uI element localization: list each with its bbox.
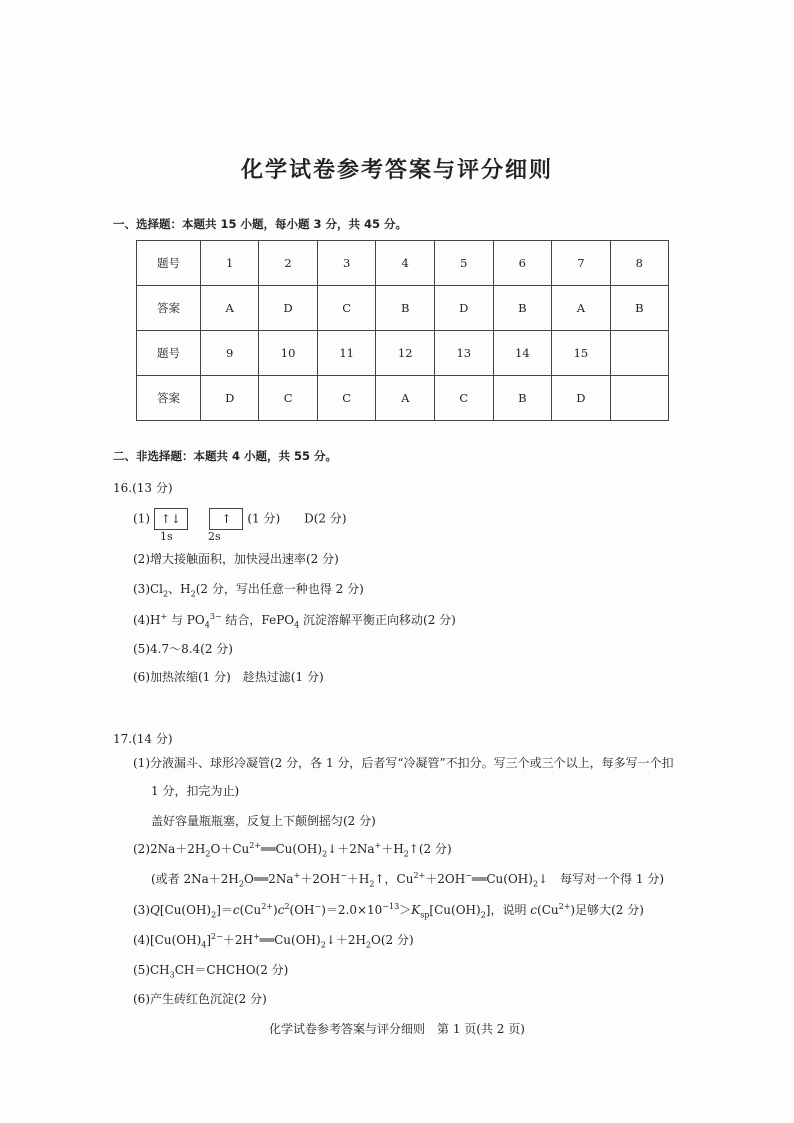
table-cell: C <box>435 376 494 421</box>
table-cell: B <box>610 286 668 331</box>
table-cell: 2 <box>259 241 318 286</box>
table-cell: 5 <box>435 241 494 286</box>
q16-line <box>133 611 456 629</box>
row-header-cell: 答案 <box>137 376 201 421</box>
subscript: 2 <box>322 849 328 859</box>
row-header-cell: 题号 <box>137 331 201 376</box>
text-run: ↓＋2Na <box>327 842 375 856</box>
superscript: 2+ <box>558 902 571 911</box>
text-run: 与 PO <box>167 613 205 627</box>
superscript: − <box>465 871 472 880</box>
subscript: 2 <box>205 849 211 859</box>
table-cell: 13 <box>435 331 494 376</box>
q16-1 <box>133 508 347 530</box>
text-run: ) <box>273 903 278 917</box>
q17-line <box>151 812 376 829</box>
italic-symbol: c <box>530 903 538 917</box>
text-run: ══Cu(OH) <box>471 872 533 886</box>
subscript: 4 <box>201 940 207 950</box>
superscript: −13 <box>382 902 400 911</box>
table-cell: A <box>201 286 259 331</box>
label-1s: 1s <box>160 530 173 543</box>
text-run: ＋H <box>346 872 370 886</box>
text-run: (5)CH <box>133 963 170 977</box>
superscript: 2+ <box>249 841 262 850</box>
text-run: (1)分液漏斗、球形冷凝管(2 分，各 1 分，后者写“冷凝管”不扣分。写三个或三个以上，每多写一个扣 <box>133 756 674 770</box>
answer-table <box>136 240 669 421</box>
table-row <box>137 286 669 331</box>
table-cell: D <box>435 286 494 331</box>
text-run: (6)产生砖红色沉淀(2 分) <box>133 992 267 1006</box>
text-run: (6)加热浓缩(1 分) 趁热过滤(1 分) <box>133 670 324 684</box>
text-run: ══Cu(OH) <box>259 933 321 947</box>
subscript: 4 <box>204 620 210 630</box>
table-row <box>137 376 669 421</box>
text-run: 沉淀溶解平衡正向移动(2 分) <box>299 613 456 627</box>
subscript: 2 <box>190 589 196 599</box>
q16-line <box>133 668 324 685</box>
table-cell: 6 <box>493 241 552 286</box>
table-cell: C <box>259 376 318 421</box>
superscript: 2 <box>284 902 290 911</box>
text-run: (4)[Cu(OH) <box>133 933 202 947</box>
subscript: 2 <box>163 589 169 599</box>
table-cell: B <box>376 286 435 331</box>
table-row <box>137 331 669 376</box>
superscript: − <box>314 902 322 911</box>
table-cell: 9 <box>201 331 259 376</box>
superscript: − <box>340 871 347 880</box>
orbital-box-2s: ↑ <box>209 508 243 530</box>
superscript: 3− <box>209 612 222 621</box>
q17-line <box>133 990 267 1007</box>
text-run: (2)2Na＋2H <box>133 842 206 856</box>
text-run: ＋2OH <box>425 872 466 886</box>
subscript: 2 <box>238 879 244 889</box>
q17-line <box>133 931 414 949</box>
table-cell: D <box>201 376 259 421</box>
superscript: + <box>252 932 260 941</box>
q17-line <box>133 901 644 919</box>
text-run: (5)4.7～8.4(2 分) <box>133 642 233 656</box>
q17-line <box>151 782 239 799</box>
subscript: 2 <box>369 879 375 889</box>
table-cell: 8 <box>610 241 668 286</box>
text-run: (Cu <box>537 903 559 917</box>
table-cell: 15 <box>552 331 611 376</box>
q17-line <box>133 754 674 771</box>
text-run: O(2 分) <box>371 933 414 947</box>
table-cell: 10 <box>259 331 318 376</box>
text-run: ＞ <box>399 903 412 917</box>
text-run: ]，说明 <box>485 903 531 917</box>
subscript: sp <box>420 910 430 920</box>
text-run: ＋2OH <box>300 872 341 886</box>
superscript: 2+ <box>413 871 426 880</box>
q17-line <box>133 961 288 979</box>
label-2s: 2s <box>208 530 221 543</box>
table-cell: 14 <box>493 331 552 376</box>
table-cell: 12 <box>376 331 435 376</box>
text-run: 盖好容量瓶瓶塞，反复上下颠倒摇匀(2 分) <box>151 814 376 828</box>
italic-symbol: c <box>277 903 285 917</box>
text-run: O＋Cu <box>210 842 250 856</box>
table-cell: C <box>317 286 376 331</box>
row-header-cell: 题号 <box>137 241 201 286</box>
superscript: 2+ <box>261 902 274 911</box>
q16-line <box>133 640 233 657</box>
table-cell: 7 <box>552 241 611 286</box>
q17-header: 17.(14 分) <box>113 732 173 746</box>
text-run: O══2Na <box>243 872 294 886</box>
table-cell <box>610 331 668 376</box>
subscript: 2 <box>532 879 539 889</box>
q17-line <box>151 870 664 888</box>
text-run: [Cu(OH) <box>429 903 481 917</box>
table-cell: 4 <box>376 241 435 286</box>
table-cell: A <box>552 286 611 331</box>
subscript: 2 <box>403 849 409 859</box>
text-run: ]＝ <box>216 903 233 917</box>
text-run: )足够大(2 分) <box>570 903 644 917</box>
table-cell: D <box>552 376 611 421</box>
table-cell: 11 <box>317 331 376 376</box>
superscript: + <box>160 612 168 621</box>
text-run: ＋H <box>381 842 404 856</box>
table-cell: C <box>317 376 376 421</box>
q16-1-answer: (1 分) D(2 分) <box>247 511 347 526</box>
text-run: (Cu <box>239 903 262 917</box>
q16-header: 16.(13 分) <box>113 481 173 495</box>
text-run: ↑，Cu <box>374 872 414 886</box>
text-run: )＝2.0×10 <box>321 903 383 917</box>
text-run: ↑(2 分) <box>408 842 452 856</box>
subscript: 3 <box>169 970 175 980</box>
text-run: (4)H <box>133 613 161 627</box>
q17-line <box>133 840 452 858</box>
italic-symbol: Q <box>150 903 160 917</box>
table-cell: 3 <box>317 241 376 286</box>
text-run: (2)增大接触面积，加快浸出速率(2 分) <box>133 552 339 566</box>
subscript: 2 <box>365 940 372 950</box>
text-run: ] <box>206 933 212 947</box>
text-run: ＋2H <box>222 933 253 947</box>
subscript: 2 <box>320 940 326 950</box>
table-cell: 1 <box>201 241 259 286</box>
text-run: (3) <box>133 903 150 917</box>
section-1-heading: 一、选择题：本题共 15 小题，每小题 3 分，共 45 分。 <box>113 217 408 231</box>
subscript: 4 <box>294 620 300 630</box>
text-run: 1 分，扣完为止) <box>151 784 240 798</box>
page-footer: 化学试卷参考答案与评分细则 第 1 页(共 2 页) <box>269 1022 525 1036</box>
table-cell: D <box>259 286 318 331</box>
superscript: + <box>374 841 382 850</box>
text-run: ══Cu(OH) <box>261 842 323 856</box>
table-cell <box>610 376 668 421</box>
text-run: 、H <box>168 582 191 596</box>
text-run: ↓＋2H <box>325 933 366 947</box>
table-cell: A <box>376 376 435 421</box>
q16-1-prefix: (1) <box>133 511 150 526</box>
section-2-heading: 二、非选择题：本题共 4 小题，共 55 分。 <box>113 449 338 463</box>
text-run: (或者 2Na＋2H <box>151 872 239 886</box>
q16-line <box>133 550 339 567</box>
subscript: 2 <box>211 910 217 920</box>
row-header-cell: 答案 <box>137 286 201 331</box>
text-run: CH＝CHCHO(2 分) <box>174 963 289 977</box>
text-run: (2 分，写出任意一种也得 2 分) <box>195 582 364 596</box>
italic-symbol: c <box>232 903 240 917</box>
text-run: ↓ 每写对一个得 1 分) <box>538 872 665 886</box>
text-run: (3)Cl <box>133 582 164 596</box>
text-run: 结合，FePO <box>221 613 295 627</box>
text-run: (OH <box>289 903 315 917</box>
table-row <box>137 241 669 286</box>
orbital-box-1s: ↑↓ <box>154 508 188 530</box>
table-cell: B <box>493 286 552 331</box>
subscript: 2 <box>480 910 486 920</box>
italic-symbol: K <box>411 903 421 917</box>
table-cell: B <box>493 376 552 421</box>
q16-line <box>133 580 364 598</box>
text-run: [Cu(OH) <box>159 903 212 917</box>
page-title: 化学试卷参考答案与评分细则 <box>240 158 553 183</box>
superscript: 2− <box>211 932 223 941</box>
superscript: + <box>293 871 301 880</box>
